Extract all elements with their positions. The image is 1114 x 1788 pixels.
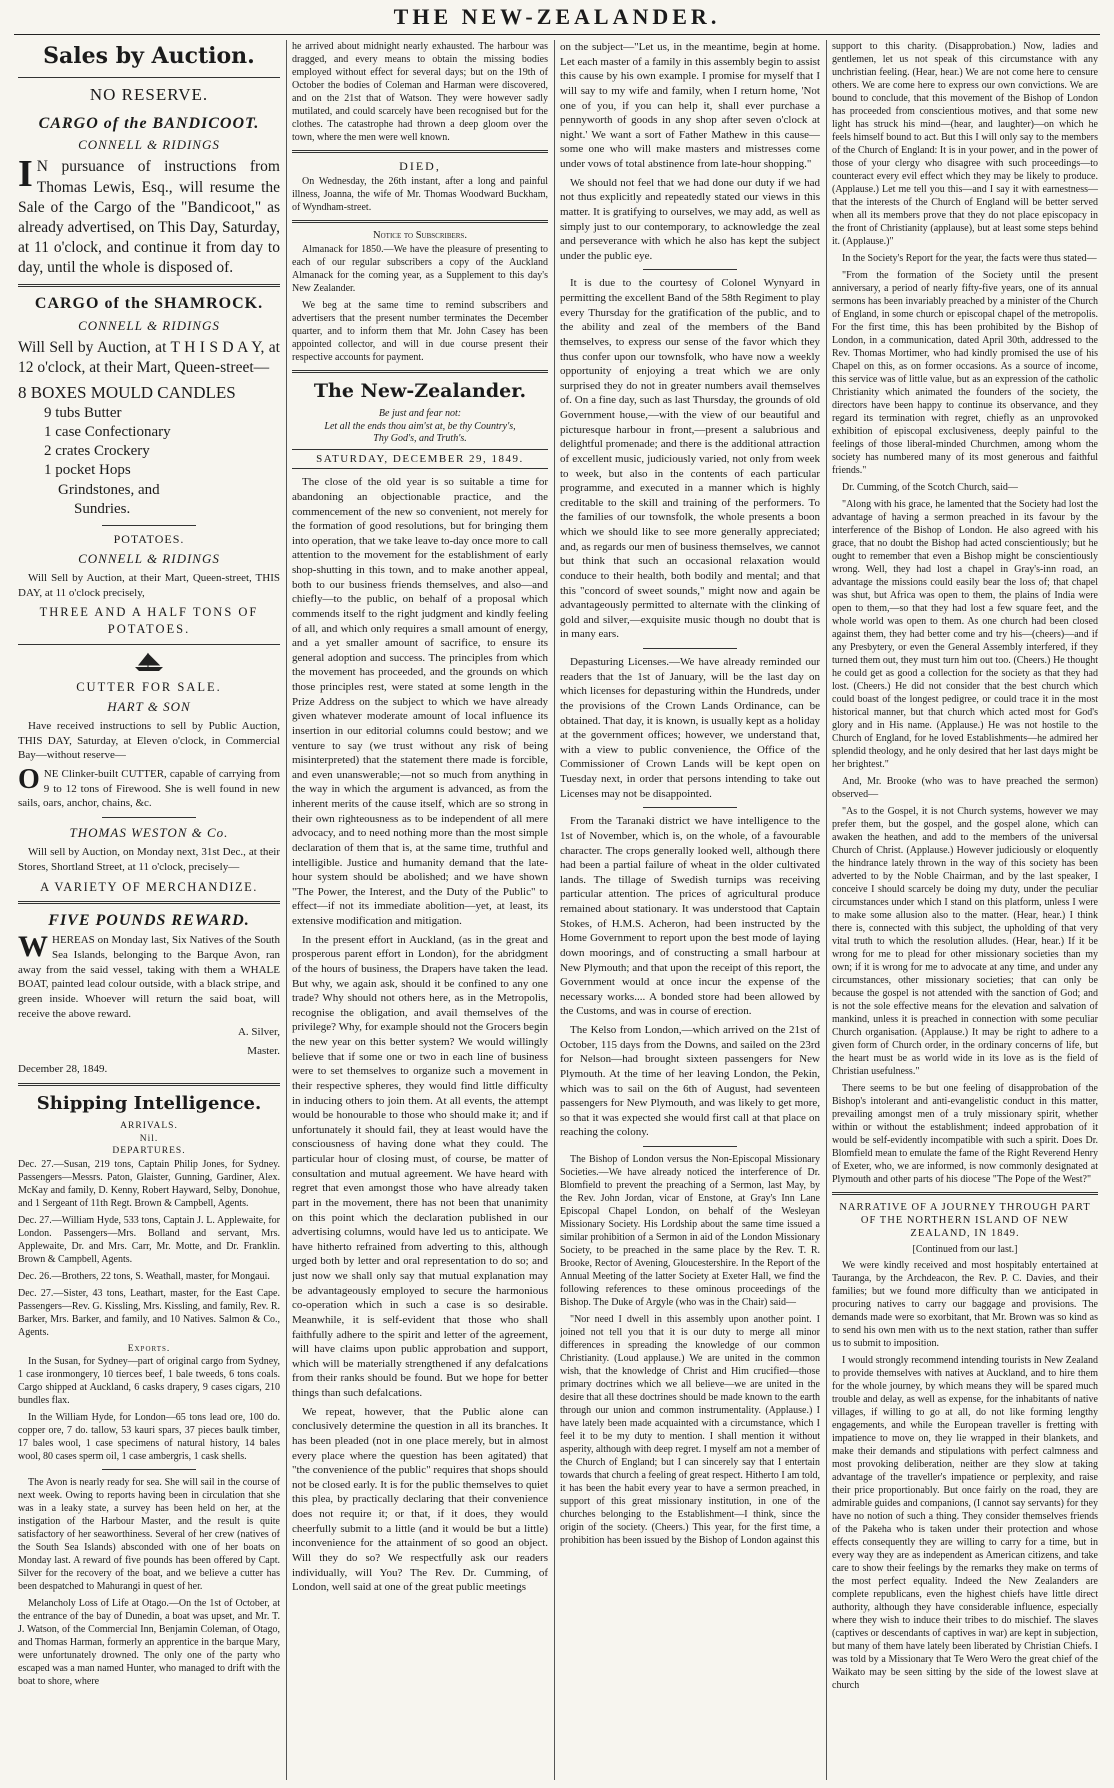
- paper-title: The New-Zealander.: [313, 379, 527, 402]
- notice-collector: We beg at the same time to remind subscribers and advertisers that the present number terminates the December quarter, and to inform them that Mr. John Casey has been appointed collector, and will in due course present their respective accounts for payment.: [292, 299, 548, 363]
- cutter-auctioneer: HART & SON: [107, 698, 191, 714]
- paper-motto: Be just and fear not: Let all the ends thou aim'st at, be thy Country's, Thy God's, and Truth's.: [324, 408, 516, 445]
- shamrock-intro-block: [18, 338, 280, 378]
- otago-report: Melancholy Loss of Life at Otago.—On the 1st of October, at the entrance of the bay of Dunedin, a boat was upset, and Mr. T. J. Watson, of the Commercial Inn, Benjamin Coleman, of Otago, and Thomas Harman, formerly an apprentice in the barque Mary, were unfortunately drowned. The only one of the party who escaped was a man named Hunter, who managed to drift with the boat to shore, where: [18, 1598, 280, 1688]
- divider: [292, 150, 548, 153]
- cargo-item: 9 tubs Butter: [44, 404, 122, 421]
- divider: [18, 901, 280, 904]
- died-heading: DIED,: [399, 159, 441, 173]
- divider: [643, 269, 737, 270]
- dropcap: W: [18, 930, 48, 964]
- bishop-paragraph: The Bishop of London versus the Non-Episcopal Missionary Societies.—We have already noticed the interference of Dr. Blomfield to prevent the preaching of a Sermon, last May, by the Rev. John Jordan, vicar of Enstone, at Gray's Inn Lane Episcopal Chapel London, on behalf of the Wesleyan Missionary Society. His Lordship about the same time issued a similar prohibition of a Sermon in aid of the London Missionary Society, to be preached in the same place by the Rev. T. R. Brooke, Rector of Avening, Gloucestershire. In the Report of the Annual Meeting of the latter Society at Exeter Hall, we find the following references to these ominous proceedings of the Bishop. The Duke of Argyle (who was in the Chair) said—: [560, 1154, 820, 1308]
- notice-almanack: Almanack for 1850.—We have the pleasure of presenting to each of our regular subscribers a copy of the Auckland Almanack for the coming year, as a Supplement to this day's New Zealander.: [292, 243, 548, 294]
- editorial-paragraph: We repeat, however, that the Public alone can conclusively determine the question in all its branches. It has been pleaded (not in one place merely, but in almost every place where the question has been agitated) that "the convenience of the public" requires that shops should not be closed early. It is for the public themselves to quiet this plea, by practically declaring that their convenience does not require it; or that, if it does, they would cheerfully submit to a little (and it would be but a little) inconvenience for the attainment of so good an object. Will they do so? We respectfully ask our readers individually, will You? The Rev. Dr. Cumming, of London, well said at one of the great public meetings: [292, 1405, 548, 1594]
- editorial-paragraph: The close of the old year is so suitable a time for abandoning an objectionable practice, and the commencement of the new so convenient, not merely for the formation of good resolutions, but for bringing them into operation, that we take leave to-day once more to call attention to the movement for the establishment of early shop-shutting in this town, and to make another appeal, both to our business friends themselves, and also—and chiefly—to the public, on behalf of a proposal which commends itself to the right judgment and kindly feeling of all, and which only requires a small amount of energy, and a yet smaller amount of sacrifice, to ensure its general adoption and success. The principles from which the movement has proceeded, and the grounds on which those principles rest, were stated at some length in the Prize Address on the subject to which we have already given whatever moderate amount of local influence its insertion in our editorial columns could bestow; and we venture to say (we trust without any risk of being misinterpreted) that the statement there made is forcible, and even unanswerable;—not so much from anything in the way in which the argument is advanced, as from the inherent merits of the cause itself, which are so strong in their own righteousness as to be independent of all mere advocacy, and to need nothing more than the most simple declaration of them that is, at the same time, truthful and intelligible. Justice and humanity demand that the late-hour system should be abolished; and we have shown "The Power, the Interest, and the Duty of the Public" to effect—if not its immediate abolition—yet, at least, its extensive modification and mitigation.: [292, 476, 548, 928]
- column-3: [560, 40, 820, 1780]
- cargo-item: Grindstones, and: [58, 481, 160, 498]
- cutter-body-2: NE Clinker-built CUTTER, capable of carrying from 9 to 12 tons of Firewood. She is well found in new sails, oars, anchor, chains, &c.: [18, 768, 280, 810]
- divider: [18, 77, 280, 78]
- divider: [18, 1083, 280, 1086]
- shipping-heading: Shipping Intelligence.: [36, 1093, 262, 1115]
- cutter-body-2-block: [18, 764, 280, 811]
- departure-entry: Dec. 27.—Susan, 219 tons, Captain Philip Jones, for Sydney. Passengers—Messrs. Paton, Glaister, Gunning, Gardiner, Alex. McKay and family, D. Kenny, Robert Hayward, Selby, Donohue, and 1 Sergeant of 11th Regt. Brown & Campbell, Agents.: [18, 1158, 280, 1209]
- no-reserve-heading: NO RESERVE.: [89, 85, 209, 105]
- dropcap: I: [18, 153, 33, 196]
- dateline: SATURDAY, DECEMBER 29, 1849.: [292, 449, 548, 470]
- editorial-continued: on the subject—"Let us, in the meantime, begin at home. Let each master of a family in this assembly begin to assist this cause by his own example. I promise for myself that I will say to my wife and family, when I return home, 'Not one of you, if you can help it, shall ever purchase a pennyworth of goods in any shop after seven o'clock at night.' We want a sort of Father Mathew in this cause—some one who will make masters and mistresses come under vows of total abstinence from late-hour shopping.": [560, 41, 820, 170]
- potatoes-body: Will Sell by Auction, at their Mart, Queen-street, THIS DAY, at 11 o'clock precisely,: [18, 572, 280, 599]
- weston-auctioneer: THOMAS WESTON & Co.: [69, 824, 229, 840]
- dropcap: O: [18, 764, 40, 796]
- shamrock-auctioneer: CONNELL & RIDINGS: [78, 317, 220, 333]
- narrative-continued-note: [Continued from our last.]: [912, 1244, 1018, 1256]
- licenses-article: Depasturing Licenses.—We have already reminded our readers that the 1st of January, will be the last day on which licenses for depasturing within the Hundreds, under the provisions of the Crown Lands Ordinance, can be obtained. That day, it is known, is usually kept as a holiday at the government offices; however, we understand that, with a view to public convenience, the Office of the Commissioner of Crown Lands will be kept open on Tuesday next, in order that persons intending to take out Licenses may not be disappointed.: [560, 656, 820, 800]
- potatoes-auctioneer: CONNELL & RIDINGS: [78, 550, 220, 566]
- bandicoot-notice: [18, 153, 280, 278]
- column-rule: [826, 40, 827, 1780]
- shamrock-cargo-list: [18, 382, 280, 519]
- band-article: It is due to the courtesy of Colonel Wynyard in permitting the excellent Band of the 58th Regiment to play every Thursday for the gratification of the public, and to the ability and zeal of the members of the Band themselves, to express our sense of the favor which they thus confer upon our townsfolk, who have now a weekly opportunity of enjoying a treat which we are only surprised they do not in greater numbers avail themselves of. On a fine day, such as last Thursday, the grounds of old Government house,—with the view of our beautiful and picturesque harbour in front,—present a salubrious and delightful promenade; and there is the additional attraction of excellent music, judiciously varied, not only from week to week, but also in the contents of each particular programme, and executed in a manner which is highly creditable to the skill and training of the performers. To the families of our townsfolk, the whole presents a boon which we should like to see more generally appreciated; and, as regards our men of business themselves, we cannot but think that such an occasional relaxation would conduce to their health, both bodily and mental; and that this "concord of sweet sounds," might now and again be advantageously permitted to alternate with the clinking of gold and silver,—exquisite music though no doubt that is in many ears.: [560, 277, 820, 641]
- cargo-item: 8 BOXES MOULD CANDLES: [18, 383, 236, 403]
- divider: [102, 817, 196, 818]
- cargo-item: 1 pocket Hops: [44, 462, 131, 479]
- departures-list: [18, 1158, 280, 1688]
- divider: [102, 1469, 196, 1470]
- exports-label: Exports.: [127, 1343, 171, 1354]
- export-entry: In the William Hyde, for London—65 tons lead ore, 100 do. copper ore, 7 do. tallow, 53 kauri spars, 37 pieces baulk timber, 17 bales wool, 1 case specimens of natural history, 14 bales wool, 80 cases sperm oil, 1 case ambergris, 1 cask shells.: [18, 1412, 280, 1463]
- bandicoot-heading: CARGO of the BANDICOOT.: [38, 114, 260, 132]
- column-rule: [554, 40, 555, 1780]
- arrivals-label: ARRIVALS.: [120, 1120, 178, 1131]
- divider: [832, 1192, 1098, 1195]
- kelso-article: The Kelso from London,—which arrived on the 21st of October, 115 days from the Downs, and sailed on the 23rd for Nelson—had brought sixteen passengers for New Plymouth. At the time of her leaving London, the Pekin, which was to sail on the 6th of August, had seventeen passengers for New Plymouth, and was likely to get more, so that it was expected she would first call at that place on reaching the colony.: [560, 1024, 820, 1139]
- reward-body: HEREAS on Monday last, Six Natives of the South Sea Islands, belonging to the Barque Avon, ran away from the said vessel, taking with them a WHALE BOAT, painted lead colour outside, with a black stripe, and green inside. Whoever will return the said boat, will receive the above reward.: [18, 934, 280, 1020]
- departure-entry: Dec. 27.—William Hyde, 533 tons, Captain J. L. Applewaite, for London. Passengers—Mrs. Bolland and servant, Mrs. Applewaite, Dr. and Mrs. Carr, Mr. Motte, and Dr. Franklin. Brown & Campbell, Agents.: [18, 1214, 280, 1265]
- divider: [643, 1146, 737, 1147]
- divider: [643, 648, 737, 649]
- divider: [18, 284, 280, 287]
- reward-notice: [18, 930, 280, 1021]
- shamrock-heading: CARGO of the SHAMROCK.: [34, 295, 264, 313]
- bishop-continued: "From the formation of the Society until the present anniversary, a period of nearly fifty-five years, one of its annual sermons has been invariably preached by a minister of the Church of England, in some church or episcopal chapel of the metropolis. For the first time, this has been prohibited by the Bishop of London, in a communication, dated April 30th, addressed to the Rev. Thomas Mortimer, who had kindly promised the use of his Chapel on this, as on former occasions. As a source of income, this service was of little value, but as an expression of the catholic Christianity which animated the founders of the society, the directors have been happy to continue its observance, and they regard its termination with regret, chiefly as an unprovoked exhibition of episcopal exclusiveness, deeply painful to the feelings of those liberal-minded Churchmen, among whom the society has numbered many of its most generous and faithful friends.": [832, 270, 1098, 476]
- potatoes-heading: POTATOES.: [113, 531, 185, 546]
- bishop-continued: "Along with his grace, he lamented that the Society had lost the advantage of having a sermon preached in its favour by the interference of the Bishop of London. He also agreed with his grace, that no doubt the Bishop had acted conscientiously; but he ought to remember that even a Bishop might be conscientiously wrong. Well, they had lost a chapel in Gray's-inn road, an advantage the missions could easily bear the loss of; that chapel was shut, but Africa was open to them, the plains of India were open to them,—so that they had lost a few square feet, and the whole world was open to them. As one church had been closed against them, they had better come and try his—(cheers)—and if any Presbytery, or even the General Assembly interfered, if they turned them out, they must turn him out too. (Cheers.) He thought he could get as good a collection for the society as that they had lost. (Cheers.) He did not consider that the best church which could boast of the longest pedigree, or could trace it in the most historical manner, but that church which acted most for God's glory and in His name. (Applause.) He was not hostile to the Church of England, for he loved Establishments—he admired her splendid theology, and he only desired that her last days might be her brightest.": [832, 499, 1098, 770]
- bishop-article: [560, 1153, 820, 1547]
- bishop-continued: "As to the Gospel, it is not Church systems, however we may prefer them, but the gospel, and the gospel alone, which can awaken the heathen, and add to the members of the universal Church of Christ. (Applause.) However judiciously or eloquently the hindrance lately thrown in the way of this society has been adverted to by the Noble Chairman, and by the last speaker, I conceive I should scarcely be doing my duty, under the peculiar circumstances under which I stand on this platform, unless I were to make some allusion also to the matter. (Hear, hear.) I think there is, connected with this subject, the upholding of that very vital truth to which the resolution alludes. (Hear, hear.) If it be wrong for me to plead for other missionary societies than my own; if it is wrong for me to advocate at any time, and under any circumstances, other missionary societies; that can only be because the gospel is not attended with the sanction of God; and is not the sole effective means for the elevation and salvation of mankind, unless it is preached in connection with some peculiar Church organisation. (Applause.) It may be right to adhere to a given form of Church order, in the ordinary concerns of life, but the heart must be as world wide in its love as is the field of Christian usefulness.": [832, 806, 1098, 1077]
- cutter-heading: CUTTER FOR SALE.: [76, 680, 222, 695]
- shamrock-intro: Will Sell by Auction, at T H I S D A Y, at 12 o'clock, at their Mart, Queen-street—: [18, 338, 280, 376]
- masthead-rule: [14, 34, 1100, 35]
- reward-signer: A. Silver,: [237, 1026, 280, 1039]
- export-entry: In the Susan, for Sydney—part of original cargo from Sydney, 1 case ironmongery, 10 tierces beef, 1 bale tweeds, 6 tons coals. Cargo shipped at Auckland, 6 casks drapery, 9 cases cigars, 210 bundles flax.: [18, 1356, 280, 1407]
- cargo-item: Sundries.: [74, 500, 131, 517]
- reward-date: December 28, 1849.: [18, 1063, 108, 1076]
- divider: [18, 644, 280, 645]
- weston-line: A VARIETY OF MERCHANDIZE.: [40, 879, 258, 894]
- bandicoot-auctioneer: CONNELL & RIDINGS: [78, 137, 220, 153]
- departure-entry: Dec. 26.—Brothers, 22 tons, S. Weathall, master, for Mongaui.: [18, 1270, 270, 1282]
- bishop-continued: Dr. Cumming, of the Scotch Church, said—: [842, 482, 1018, 493]
- column-2: [292, 40, 548, 1780]
- ship-icon: [18, 651, 280, 678]
- section-title-sales: Sales by Auction.: [43, 43, 255, 69]
- bishop-continued: And, Mr. Brooke (who was to have preached the sermon) observed—: [832, 776, 1098, 800]
- narrative-heading: NARRATIVE OF A JOURNEY THROUGH PART OF THE NORTHERN ISLAND OF NEW ZEALAND, IN 1849.: [839, 1202, 1091, 1240]
- bishop-continued: In the Society's Report for the year, the facts were thus stated—: [842, 253, 1097, 264]
- divider: [292, 370, 548, 373]
- notice-heading: Notice to Subscribers.: [373, 229, 467, 241]
- masthead: THE NEW-ZEALANDER.: [393, 4, 721, 29]
- bishop-continued: There seems to be but one feeling of disapprobation of the Bishop's intolerant and anti-evangelistic conduct in this matter, prevailing amongst men of a truly missionary spirit, whether within or without the establishment; indeed approbation of it would be self-evidently incompatible with such a spirit. Does Dr. Blomfield mean to emulate the fame of the Right Reverend Henry of Exeter, who, we are informed, is now commonly designated at Plymouth and other parts of his diocese "The Pope of the West?": [832, 1083, 1098, 1185]
- taranaki-article: From the Taranaki district we have intelligence to the 1st of November, which is, on the whole, of a favourable character. The crops generally looked well, although there had been a partial failure of wheat in the older cultivated lands. The tillage of Swedish turnips was receiving particular attention. The prices of agricultural produce remained about stationary. It was understood that Captain Stokes, of H.M.S. Acheron, had been instructed by the Home Government to report upon the best mode of laying down moorings, and of constructing a small harbour at New Plymouth; and that upon the receipt of this report, the Government would at once incur the expense of the necessary works.... A bonded store had been allowed by the Customs, and was in course of erection.: [560, 815, 820, 1018]
- column-1: [18, 40, 280, 1780]
- died-notice: On Wednesday, the 26th instant, after a long and painful illness, Joanna, the wife of Mr. Thomas Woodward Buckham, of Wyndham-street.: [292, 175, 548, 213]
- weston-body: Will sell by Auction, on Monday next, 31st Dec., at their Stores, Shortland Street, at 11 o'clock, precisely—: [18, 846, 280, 873]
- arrivals-value: Nil.: [139, 1133, 159, 1144]
- potatoes-line: THREE AND A HALF TONS OF POTATOES.: [39, 605, 259, 637]
- editorial-paragraph: In the present effort in Auckland, (as in the great and prosperous parent effort in London), for the abridgment of the hours of business, the Drapers have taken the lead. But why, we again ask, should it be confined to any one trade? Why should not others here, as in the Metropolis, recognise the obligation, and avail themselves of the privilege? Why, for example should not the Grocers begin the new year on this better system? We would willingly believe that if some one or two in each line of business were to set themselves to organize such a movement in their respective spheres, they would find little difficulty in inducing others to join them. At all events, the attempt would be honourable to those who should make it; and if unfortunately it should fail, they at least would have the consciousness of having done what they could. The particular hour of closing must, of course, be matter of consultation and mutual agreement. We have heard with regret that even amongst those who have already taken part in the movement, there has not been that unanimity on this point which the declaration published in our advertising columns, would have led us to anticipate. We have hitherto refrained from adverting to this, although urged both by letter and oral representation to do so; and just now we shall only say that mutual explanation may be advantageously employed to secure the harmonious co-operation which in such a case is so desirable. Meanwhile, it is self-evident that those who shall faithfully adhere to the spirit and letter of the agreement, will have claims upon public approbation and support, which will be materially strengthened if any defalcations from their ranks should be found. But we hope for better things than such defalcations.: [292, 933, 548, 1400]
- bandicoot-body: N pursuance of instructions from Thomas Lewis, Esq., will resume the Sale of the Cargo of the "Bandicoot," as already advertised, on This Day, Saturday, at 11 o'clock, and continue it from day to day, until the whole is disposed of.: [18, 158, 280, 277]
- avon-report: The Avon is nearly ready for sea. She will sail in the course of next week. Owing to reports having been in circulation that she was in a leaky state, a survey has been held on her, at the instigation of the Harbour Master, and the result is quite satisfactory of her seaworthiness. Several of her crew (natives of the South Sea Islands) absconded with one of her boats on Monday last. A reward of five pounds has been offered by Capt. Silver for the recovery of the boat, and we believe a cutter has been despatched to Mahurangi in quest of her.: [18, 1477, 280, 1593]
- bishop-continued: support to this charity. (Disapprobation.) Now, ladies and gentlemen, let us not speak of this circumstance with any unchristian feeling. (Hear, hear.) We are not come here to censure others. We are come here to express our own convictions. We are bound to conclude, that this movement of the Bishop of London has proceeded from conscientious motives, and that some new light has struck his mind—(hear, and laughter)—on which he feels himself bound to act. But this I will only say to the members of the Church of England: It is in your power, and in the power of those of your clergy who disagree with such proceedings—to counteract every evil effect which they may be likely to produce. (Applause.) Let me tell you this—and I say it with earnestness—that the interests of the Church of England will be better served when all its members prove that they do not place episcopacy in the front of Christianity (applause), but at least some steps behind it. (Applause.)": [832, 41, 1098, 247]
- reward-role: Master.: [247, 1044, 280, 1057]
- cutter-body-1: Have received instructions to sell by Public Auction, THIS DAY, Saturday, at Eleven o'clock, in Commercial Bay—without reserve—: [18, 720, 280, 762]
- departures-label: DEPARTURES.: [112, 1146, 186, 1157]
- column-rule: [286, 40, 287, 1780]
- reward-heading: FIVE POUNDS REWARD.: [48, 912, 250, 930]
- cargo-item: 2 crates Crockery: [44, 443, 150, 460]
- narrative-paragraph: We were kindly received and most hospitably entertained at Tauranga, by the Archdeacon, the Rev. P. C. Davies, and their families; but we found more difficulty than we anticipated in procuring natives to carry our baggage and provisions. The demands made were so exorbitant, that Mr. Brown was so kind as to send his own men with us to the next station, rather than suffer us to submit to imposition.: [832, 1260, 1098, 1350]
- column-4: [832, 40, 1098, 1780]
- cargo-item: 1 case Confectionary: [44, 424, 171, 441]
- editorial-closing: We should not feel that we had done our duty if we had not thus explicitly and repeatedly stated our views in this matter. It is gratifying to ourselves, we may add, as well as simply just to our contemporary, to acknowledge the zeal and perseverance with which he also has kept the subject under the public eye.: [560, 176, 820, 262]
- otago-continued: he arrived about midnight nearly exhausted. The harbour was dragged, and every means to obtain the missing bodies employed without effect for several days; but on the 19th of October the bodies of Coleman and Harman were discovered, and on the 21st that of Watson. They were however sadly mutilated, and could scarcely have been recognised but for the clothes. The catastrophe had thrown a deep gloom over the town, where the men were well known.: [292, 41, 548, 143]
- divider: [643, 807, 737, 808]
- departure-entry: Dec. 27.—Sister, 43 tons, Leathart, master, for the East Cape. Passengers—Rev. G. Kissling, Mrs. Kissling, and family, Rev. R. Barker, Mrs. Barker, and family, and 10 Natives. Salmon & Co., Agents.: [18, 1287, 280, 1338]
- narrative-paragraph: I would strongly recommend intending tourists in New Zealand to provide themselves with natives at Auckland, and to hire them for the whole journey, by which means they will be spared much trouble and delay, as well as expense, for the inhabitants of native villages, if willing to go at all, do not like forming lengthy engagements, and while the European traveller is fretting with impatience to move on, they lie wrapped in their blankets, and make their demands and stipulations with perfect calmness and most provoking deliberation, neither are they slow at taking advantage of the traveller's impatience or perplexity, and raise their price proportionably. But once fairly on the road, they are admirable guides and companions, (I cannot say servants) for they have no notion of such a thing. They consider themselves friends of the Pakeha who is taken under their protection and whose effects consequently they are willing to carry for a time, but in every way they are as independent as American citizens, and take care to show their feelings by the remarks they make on terms of the most perfect equality. Indeed the New Zealanders are complete republicans, even the highest chiefs have little direct authority, although they have considerable influence, especially where they wish to induce their tribes to do mischief. The slaves (captives or descendants of captives in war) are kept in subjection, but many of them have lately been liberated by Christian Chiefs. I was told by a Missionary that Te Wero Wero the great chief of the Waikato may be seen sitting by the side of the lowest slave at church: [832, 1355, 1098, 1692]
- bishop-paragraph: "Nor need I dwell in this assembly upon another point. I joined not tell you that it is our duty to merge all minor differences in spreading the knowledge of our common Christianity. (Loud applause.) We are united in the common wish, that the knowledge of Christ and Him crucified—those primary doctrines which we all believe—we are united in the desire that all these doctrines should be made known to the earth through our union and common instrumentality. (Applause.) I have lately been made acquainted with a circumstance, which I feel it to be my duty to mention. I shall mention it without asperity, although with deep regret. I myself am not a member of the Church of England; but I can sincerely say that I entertain towards that church a feeling of great respect. Hitherto I am told, it has been the habit every year to have a sermon preached, in support of this great missionary institution, in one of the churches belonging to the Establishment—I think, since the origin of the society. (Cheers.) This year, for the first time, a prohibition has been issued by the Bishop of London against this: [560, 1314, 820, 1546]
- divider: [102, 525, 196, 526]
- divider: [292, 220, 548, 223]
